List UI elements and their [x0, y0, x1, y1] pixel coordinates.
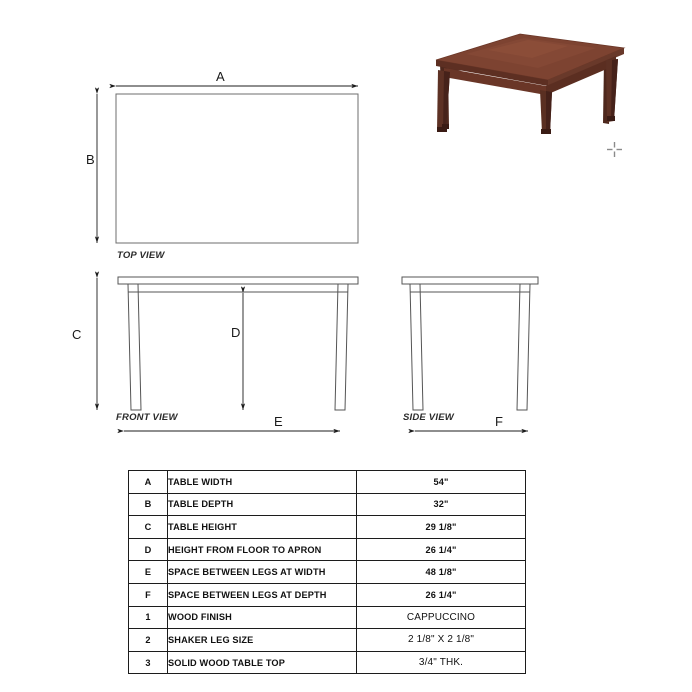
dimension-label-f: F [495, 414, 504, 429]
front-view-drawing [118, 277, 358, 410]
spec-row-description: SPACE BETWEEN LEGS AT WIDTH [168, 561, 357, 584]
table-row [129, 583, 526, 606]
table-row [129, 516, 526, 539]
table-row [129, 493, 526, 516]
spec-row-code: E [129, 561, 168, 584]
table-row [129, 471, 526, 494]
table-leg-front-center-shadow [546, 91, 552, 134]
top-view-drawing [116, 94, 358, 243]
table-row [129, 538, 526, 561]
spec-row-value: 48 1/8" [357, 561, 526, 584]
specification-table [128, 470, 526, 674]
spec-row-description: WOOD FINISH [168, 606, 357, 629]
table-foot-right [607, 116, 615, 121]
spec-row-description: SPACE BETWEEN LEGS AT DEPTH [168, 583, 357, 606]
table-3d-illustration [428, 24, 630, 136]
registration-crosshair-icon [606, 141, 623, 158]
table-leg-front-left-shadow [443, 71, 450, 132]
spec-row-code: 1 [129, 606, 168, 629]
front-view-label: FRONT VIEW [116, 412, 178, 423]
specification-table-container [128, 470, 522, 674]
spec-row-value: CAPPUCCINO [357, 606, 526, 629]
table-leg-front-right-shadow [611, 59, 618, 121]
spec-row-value: 2 1/8" X 2 1/8" [357, 629, 526, 652]
spec-row-description: TABLE HEIGHT [168, 516, 357, 539]
spec-row-code: 3 [129, 651, 168, 674]
spec-row-description: SOLID WOOD TABLE TOP [168, 651, 357, 674]
dimension-label-d: D [231, 325, 241, 340]
product-render-image [428, 24, 630, 136]
spec-row-description: TABLE DEPTH [168, 493, 357, 516]
spec-row-value: 54" [357, 471, 526, 494]
dimension-label-c: C [72, 327, 82, 342]
spec-row-value: 29 1/8" [357, 516, 526, 539]
spec-row-code: C [129, 516, 168, 539]
table-row [129, 651, 526, 674]
spec-row-description: SHAKER LEG SIZE [168, 629, 357, 652]
top-view-label: TOP VIEW [117, 250, 165, 261]
dimension-label-e: E [274, 414, 283, 429]
table-row [129, 629, 526, 652]
spec-row-code: 2 [129, 629, 168, 652]
dimension-label-a: A [216, 69, 225, 84]
spec-row-code: A [129, 471, 168, 494]
dimension-label-b: B [86, 152, 95, 167]
spec-row-description: TABLE WIDTH [168, 471, 357, 494]
spec-row-code: B [129, 493, 168, 516]
spec-row-value: 26 1/4" [357, 538, 526, 561]
side-view-label: SIDE VIEW [403, 412, 454, 423]
spec-row-description: HEIGHT FROM FLOOR TO APRON [168, 538, 357, 561]
spec-row-value: 3/4" THK. [357, 651, 526, 674]
table-row [129, 606, 526, 629]
table-row [129, 561, 526, 584]
spec-row-code: F [129, 583, 168, 606]
spec-row-code: D [129, 538, 168, 561]
side-view-drawing [402, 277, 538, 410]
table-foot-back-left [442, 124, 449, 129]
spec-row-value: 32" [357, 493, 526, 516]
spec-row-value: 26 1/4" [357, 583, 526, 606]
table-foot-center [541, 129, 551, 134]
